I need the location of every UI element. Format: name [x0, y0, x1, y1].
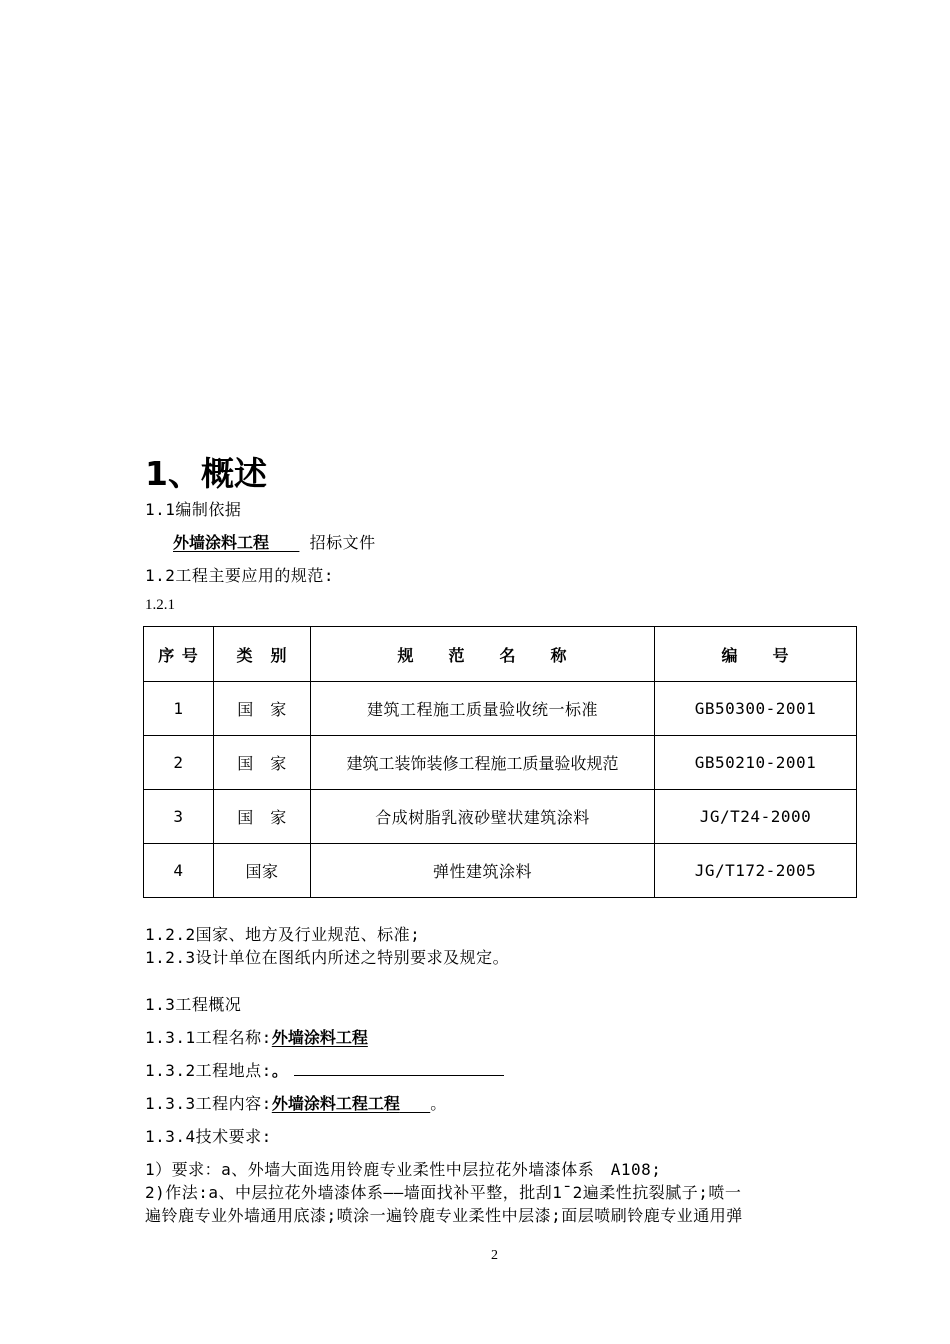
- header-index: 序 号: [144, 627, 214, 682]
- project-content-label: 1.3.3工程内容:: [145, 1094, 272, 1113]
- basis-project-name: 外墙涂料工程: [173, 533, 270, 552]
- table-row: [144, 790, 857, 844]
- cell-code: JG/T172-2005: [655, 844, 857, 898]
- project-content-suffix: 。: [430, 1094, 447, 1113]
- requirement-line-1: 1）要求：a、外墙大面选用铃鹿专业柔性中层拉花外墙漆体系 A108;: [145, 1160, 662, 1179]
- section-1-2-1-label: 1.2.1: [145, 597, 175, 613]
- cell-index: 1: [144, 682, 214, 736]
- cell-code: GB50300-2001: [655, 682, 857, 736]
- project-content-value: 外墙涂料工程工程: [271, 1094, 400, 1113]
- cell-category: 国 家: [214, 682, 311, 736]
- basis-line: [173, 530, 376, 553]
- section-1-2-2: 1.2.2国家、地方及行业规范、标准;: [145, 925, 421, 944]
- cell-category: 国家: [214, 844, 311, 898]
- header-category: 类 别: [214, 627, 311, 682]
- cell-index: 2: [144, 736, 214, 790]
- section-1-2-title: 1.2工程主要应用的规范:: [145, 566, 335, 585]
- project-location-label: 1.3.2工程地点:: [145, 1061, 272, 1080]
- project-name-line: [145, 1025, 368, 1048]
- project-name-value: 外墙涂料工程: [271, 1028, 368, 1047]
- project-location-line: [145, 1058, 504, 1081]
- section-heading: 1、概述: [145, 454, 267, 493]
- section-1-1-title: 1.1编制依据: [145, 500, 242, 519]
- table-header-row: [144, 627, 857, 682]
- standards-table: [143, 626, 857, 898]
- cell-category: 国 家: [214, 790, 311, 844]
- table-row: [144, 736, 857, 790]
- cell-standard-name: 合成树脂乳液砂壁状建筑涂料: [311, 790, 655, 844]
- content-underline-gap: [400, 1094, 430, 1113]
- project-name-label: 1.3.1工程名称:: [145, 1028, 272, 1047]
- table-row: [144, 844, 857, 898]
- page-number: 2: [491, 1248, 498, 1263]
- basis-underline-gap: [269, 533, 299, 552]
- cell-index: 3: [144, 790, 214, 844]
- location-blank-line: [294, 1061, 504, 1076]
- basis-suffix: 招标文件: [309, 533, 376, 552]
- cell-category: 国 家: [214, 736, 311, 790]
- section-1-2-3: 1.2.3设计单位在图纸内所述之特别要求及规定。: [145, 948, 510, 967]
- cell-standard-name: 建筑工装饰装修工程施工质量验收规范: [311, 736, 655, 790]
- cell-code: JG/T24-2000: [655, 790, 857, 844]
- header-code: 编 号: [655, 627, 857, 682]
- cell-standard-name: 弹性建筑涂料: [311, 844, 655, 898]
- requirement-line-3: 遍铃鹿专业外墙通用底漆;喷涂一遍铃鹿专业柔性中层漆;面层喷刷铃鹿专业通用弹: [145, 1206, 743, 1225]
- cell-code: GB50210-2001: [655, 736, 857, 790]
- cell-index: 4: [144, 844, 214, 898]
- cell-standard-name: 建筑工程施工质量验收统一标准: [311, 682, 655, 736]
- section-1-3-title: 1.3工程概况: [145, 995, 242, 1014]
- project-location-value: 。: [271, 1061, 288, 1080]
- header-standard-name: 规 范 名 称: [311, 627, 655, 682]
- table-row: [144, 682, 857, 736]
- section-1-3-4-title: 1.3.4技术要求:: [145, 1127, 272, 1146]
- project-content-line: [145, 1091, 447, 1114]
- requirement-line-2: 2)作法:a、中层拉花外墙漆体系——墙面找补平整，批刮1¯2遍柔性抗裂腻子;喷一: [145, 1183, 742, 1202]
